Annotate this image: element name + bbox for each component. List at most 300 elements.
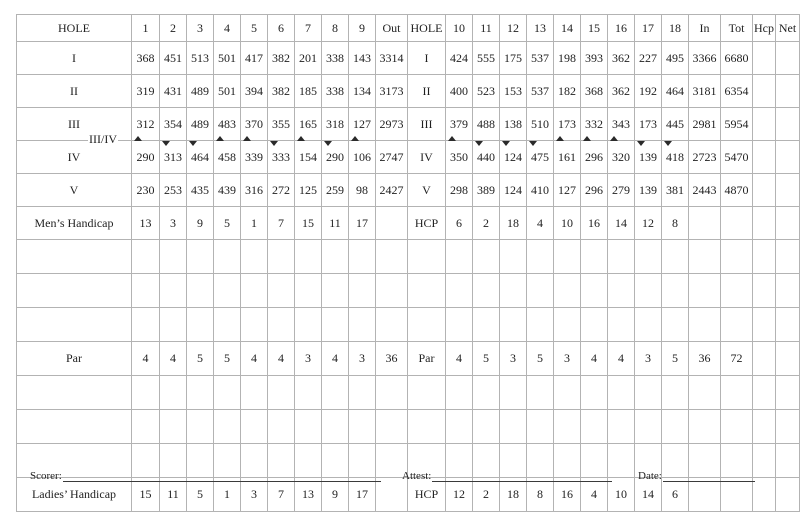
yardage-cell: 201 <box>295 42 322 75</box>
par-cell: 5 <box>527 342 554 376</box>
score-entry-cell[interactable] <box>527 240 554 274</box>
handicap-cell: 3 <box>241 478 268 512</box>
attest-field[interactable] <box>402 469 612 482</box>
par-cell: 4 <box>160 342 187 376</box>
score-entry-cell[interactable] <box>241 240 268 274</box>
handicap-cell: 2 <box>473 478 500 512</box>
net-cell[interactable] <box>776 42 800 75</box>
par-cell: 5 <box>187 342 214 376</box>
out-header: Out <box>376 15 408 42</box>
score-entry-cell[interactable] <box>776 274 800 308</box>
score-entry-cell[interactable] <box>500 308 527 342</box>
score-entry-cell[interactable] <box>608 240 635 274</box>
handicap-cell: 9 <box>322 478 349 512</box>
yardage-cell: 139 <box>635 141 662 174</box>
yardage-cell: 488 <box>473 108 500 141</box>
yardage-cell: 354 <box>160 108 187 141</box>
empty-cell <box>376 207 408 240</box>
tee-row <box>17 75 800 108</box>
score-entry-cell[interactable] <box>689 308 721 342</box>
score-entry-cell[interactable] <box>17 308 132 342</box>
hcp-cell[interactable] <box>753 141 776 174</box>
net-cell[interactable] <box>776 174 800 207</box>
score-entry-cell[interactable] <box>554 240 581 274</box>
score-entry-cell[interactable] <box>17 240 132 274</box>
yardage-cell: 154 <box>295 141 322 174</box>
score-entry-cell[interactable] <box>473 376 500 410</box>
hole-number: 18 <box>662 15 689 42</box>
scorer-label: Scorer: <box>30 470 62 482</box>
net-cell[interactable] <box>776 108 800 141</box>
out-total: 3314 <box>376 42 408 75</box>
handicap-cell: 13 <box>295 478 322 512</box>
score-entry-cell[interactable] <box>527 410 554 444</box>
date-field[interactable] <box>638 469 755 482</box>
score-entry-cell[interactable] <box>554 410 581 444</box>
hole-number: 4 <box>214 15 241 42</box>
attest-label: Attest: <box>402 470 432 482</box>
score-entry-cell[interactable] <box>160 376 187 410</box>
yardage-cell: 451 <box>160 42 187 75</box>
yardage-cell: 355 <box>268 108 295 141</box>
score-entry-cell[interactable] <box>446 410 473 444</box>
score-entry-cell[interactable] <box>581 240 608 274</box>
ladies-handicap-label: Ladies’ Handicap <box>17 478 132 512</box>
empty-cell <box>753 207 776 240</box>
score-entry-cell[interactable] <box>721 240 753 274</box>
yardage-cell: 272 <box>268 174 295 207</box>
yardage-cell: 296 <box>581 141 608 174</box>
score-entry-cell[interactable] <box>446 240 473 274</box>
tot-total: 5954 <box>721 108 753 141</box>
yardage-cell: 175 <box>500 42 527 75</box>
tee-name: V <box>17 174 132 207</box>
yardage-cell: 389 <box>473 174 500 207</box>
score-entry-cell[interactable] <box>500 240 527 274</box>
score-entry-cell[interactable] <box>17 274 132 308</box>
tot-total: 4870 <box>721 174 753 207</box>
score-entry-cell[interactable] <box>187 376 214 410</box>
score-entry-cell[interactable] <box>160 410 187 444</box>
hole-header: HOLE <box>17 15 132 42</box>
hcp-cell[interactable] <box>753 42 776 75</box>
score-entry-cell[interactable] <box>662 308 689 342</box>
score-entry-cell[interactable] <box>268 376 295 410</box>
par-in: 36 <box>689 342 721 376</box>
handicap-cell: 15 <box>132 478 160 512</box>
score-entry-cell[interactable] <box>662 240 689 274</box>
handicap-cell: 4 <box>527 207 554 240</box>
yardage-cell: 381 <box>662 174 689 207</box>
score-entry-cell[interactable] <box>500 274 527 308</box>
score-entry-cell[interactable] <box>662 410 689 444</box>
yardage-cell: 173 <box>635 108 662 141</box>
yardage-cell: 161 <box>554 141 581 174</box>
score-entry-cell[interactable] <box>295 376 322 410</box>
yardage-cell: 230 <box>132 174 160 207</box>
yardage-cell: 382 <box>268 75 295 108</box>
score-entry-cell[interactable] <box>132 410 160 444</box>
yardage-cell: 435 <box>187 174 214 207</box>
score-entry-cell[interactable] <box>473 410 500 444</box>
handicap-cell: 2 <box>473 207 500 240</box>
yardage-cell: 424 <box>446 42 473 75</box>
score-entry-cell[interactable] <box>500 410 527 444</box>
hole-number: 6 <box>268 15 295 42</box>
score-entry-cell[interactable] <box>721 410 753 444</box>
score-entry-cell[interactable] <box>187 308 214 342</box>
back-tee-name: II <box>408 75 446 108</box>
tee-row <box>17 42 800 75</box>
in-total: 2723 <box>689 141 721 174</box>
hcp-back-label: HCP <box>408 478 446 512</box>
score-entry-cell[interactable] <box>214 376 241 410</box>
yardage-cell: 475 <box>527 141 554 174</box>
hcp-back-label: HCP <box>408 207 446 240</box>
score-entry-cell[interactable] <box>214 274 241 308</box>
par-back-label: Par <box>408 342 446 376</box>
score-entry-cell[interactable] <box>635 410 662 444</box>
yardage-cell: 332 <box>581 108 608 141</box>
par-cell: 5 <box>473 342 500 376</box>
combo-tee-label: III/IV <box>89 131 117 146</box>
yardage-cell: 368 <box>132 42 160 75</box>
par-cell: 3 <box>554 342 581 376</box>
hcp-cell[interactable] <box>753 75 776 108</box>
yardage-cell: 279 <box>608 174 635 207</box>
out-total: 2973 <box>376 108 408 141</box>
score-entry-cell[interactable] <box>776 410 800 444</box>
yardage-cell: 192 <box>635 75 662 108</box>
score-entry-cell[interactable] <box>132 274 160 308</box>
score-entry-cell[interactable] <box>17 376 132 410</box>
yardage-cell: 138 <box>500 108 527 141</box>
score-entry-cell[interactable] <box>608 274 635 308</box>
hole-number: 5 <box>241 15 268 42</box>
hcp-cell[interactable] <box>753 108 776 141</box>
handicap-cell: 6 <box>446 207 473 240</box>
yardage-cell: 439 <box>214 174 241 207</box>
empty-cell <box>721 207 753 240</box>
score-entry-cell[interactable] <box>322 308 349 342</box>
handicap-cell: 18 <box>500 478 527 512</box>
score-entry-cell[interactable] <box>349 376 376 410</box>
score-entry-cell[interactable] <box>268 274 295 308</box>
yardage-cell: 185 <box>295 75 322 108</box>
score-entry-cell[interactable] <box>187 240 214 274</box>
yardage-cell: 362 <box>608 42 635 75</box>
handicap-cell: 1 <box>214 478 241 512</box>
tee-name: III <box>17 108 132 141</box>
par-cell: 4 <box>132 342 160 376</box>
yardage-cell: 464 <box>662 75 689 108</box>
score-entry-cell[interactable] <box>376 240 408 274</box>
score-entry-cell[interactable] <box>721 376 753 410</box>
yardage-cell: 510 <box>527 108 554 141</box>
yardage-cell: 393 <box>581 42 608 75</box>
yardage-cell: 410 <box>527 174 554 207</box>
hole-number: 3 <box>187 15 214 42</box>
tee-row <box>17 141 800 174</box>
score-entry-cell[interactable] <box>753 376 776 410</box>
score-entry-cell[interactable] <box>376 308 408 342</box>
handicap-cell: 1 <box>241 207 268 240</box>
hcp-header: Hcp <box>753 15 776 42</box>
score-entry-cell[interactable] <box>132 240 160 274</box>
score-entry-cell[interactable] <box>500 376 527 410</box>
yardage-cell: 350 <box>446 141 473 174</box>
in-total: 3181 <box>689 75 721 108</box>
yardage-cell: 106 <box>349 141 376 174</box>
score-entry-cell[interactable] <box>689 274 721 308</box>
hole-number: 8 <box>322 15 349 42</box>
hole-number: 12 <box>500 15 527 42</box>
score-entry-cell[interactable] <box>473 308 500 342</box>
score-entry-cell[interactable] <box>753 308 776 342</box>
score-entry-cell[interactable] <box>268 308 295 342</box>
score-entry-cell[interactable] <box>187 410 214 444</box>
score-entry-cell[interactable] <box>581 376 608 410</box>
score-entry-cell[interactable] <box>554 308 581 342</box>
player-score-row <box>17 240 800 274</box>
yardage-cell: 320 <box>608 141 635 174</box>
score-entry-cell[interactable] <box>241 274 268 308</box>
attest-line[interactable] <box>432 469 612 482</box>
yardage-cell: 440 <box>473 141 500 174</box>
out-total: 3173 <box>376 75 408 108</box>
score-entry-cell[interactable] <box>160 308 187 342</box>
score-entry-cell[interactable] <box>776 240 800 274</box>
handicap-cell: 10 <box>554 207 581 240</box>
score-entry-cell[interactable] <box>349 410 376 444</box>
score-entry-cell[interactable] <box>776 376 800 410</box>
score-entry-cell[interactable] <box>581 410 608 444</box>
score-entry-cell[interactable] <box>268 410 295 444</box>
empty-cell <box>776 342 800 376</box>
score-entry-cell[interactable] <box>473 274 500 308</box>
hole-number: 16 <box>608 15 635 42</box>
yardage-cell: 124 <box>500 174 527 207</box>
yardage-cell: 489 <box>187 75 214 108</box>
score-entry-cell[interactable] <box>17 410 132 444</box>
yardage-cell: 537 <box>527 75 554 108</box>
score-entry-cell[interactable] <box>160 240 187 274</box>
net-header: Net <box>776 15 800 42</box>
handicap-cell: 13 <box>132 207 160 240</box>
score-entry-cell[interactable] <box>408 240 446 274</box>
score-entry-cell[interactable] <box>635 376 662 410</box>
yardage-cell: 370 <box>241 108 268 141</box>
score-entry-cell[interactable] <box>581 308 608 342</box>
yardage-cell: 362 <box>608 75 635 108</box>
score-entry-cell[interactable] <box>473 240 500 274</box>
score-entry-cell[interactable] <box>721 308 753 342</box>
score-entry-cell[interactable] <box>349 240 376 274</box>
score-entry-cell[interactable] <box>776 308 800 342</box>
score-entry-cell[interactable] <box>608 410 635 444</box>
yardage-cell: 338 <box>322 75 349 108</box>
handicap-cell: 14 <box>608 207 635 240</box>
par-row <box>17 342 800 376</box>
score-entry-cell[interactable] <box>376 274 408 308</box>
score-entry-cell[interactable] <box>635 274 662 308</box>
score-entry-cell[interactable] <box>662 274 689 308</box>
yardage-cell: 173 <box>554 108 581 141</box>
par-cell: 4 <box>268 342 295 376</box>
score-entry-cell[interactable] <box>554 274 581 308</box>
score-entry-cell[interactable] <box>132 376 160 410</box>
yardage-cell: 523 <box>473 75 500 108</box>
yardage-cell: 489 <box>187 108 214 141</box>
yardage-cell: 343 <box>608 108 635 141</box>
score-entry-cell[interactable] <box>554 376 581 410</box>
yardage-cell: 368 <box>581 75 608 108</box>
hole-number: 2 <box>160 15 187 42</box>
score-entry-cell[interactable] <box>322 240 349 274</box>
score-entry-cell[interactable] <box>635 240 662 274</box>
yardage-cell: 379 <box>446 108 473 141</box>
score-entry-cell[interactable] <box>753 274 776 308</box>
yardage-cell: 165 <box>295 108 322 141</box>
score-entry-cell[interactable] <box>214 240 241 274</box>
score-entry-cell[interactable] <box>214 410 241 444</box>
back-tee-name: IV <box>408 141 446 174</box>
net-cell[interactable] <box>776 75 800 108</box>
hole-number: 9 <box>349 15 376 42</box>
handicap-cell: 12 <box>446 478 473 512</box>
hcp-cell[interactable] <box>753 174 776 207</box>
score-entry-cell[interactable] <box>349 308 376 342</box>
score-entry-cell[interactable] <box>408 376 446 410</box>
yardage-cell: 501 <box>214 42 241 75</box>
score-entry-cell[interactable] <box>753 410 776 444</box>
yardage-cell: 318 <box>322 108 349 141</box>
tee-row <box>17 174 800 207</box>
back-tee-name: III <box>408 108 446 141</box>
score-entry-cell[interactable] <box>446 376 473 410</box>
score-entry-cell[interactable] <box>608 376 635 410</box>
hole-number: 10 <box>446 15 473 42</box>
score-entry-cell[interactable] <box>527 274 554 308</box>
yardage-cell: 431 <box>160 75 187 108</box>
score-entry-cell[interactable] <box>408 308 446 342</box>
score-entry-cell[interactable] <box>376 410 408 444</box>
scorer-line[interactable] <box>63 469 381 482</box>
score-entry-cell[interactable] <box>160 274 187 308</box>
yardage-cell: 338 <box>322 42 349 75</box>
in-total: 2981 <box>689 108 721 141</box>
score-entry-cell[interactable] <box>322 274 349 308</box>
tot-total: 6354 <box>721 75 753 108</box>
score-entry-cell[interactable] <box>662 376 689 410</box>
par-cell: 5 <box>662 342 689 376</box>
handicap-cell: 8 <box>527 478 554 512</box>
yardage-cell: 333 <box>268 141 295 174</box>
yardage-cell: 124 <box>500 141 527 174</box>
score-entry-cell[interactable] <box>349 274 376 308</box>
tot-total: 5470 <box>721 141 753 174</box>
score-entry-cell[interactable] <box>376 376 408 410</box>
date-line[interactable] <box>663 469 755 482</box>
score-entry-cell[interactable] <box>527 376 554 410</box>
handicap-cell: 17 <box>349 207 376 240</box>
yardage-cell: 127 <box>554 174 581 207</box>
handicap-cell: 17 <box>349 478 376 512</box>
handicap-cell: 5 <box>187 478 214 512</box>
score-entry-cell[interactable] <box>408 410 446 444</box>
par-cell: 3 <box>500 342 527 376</box>
yardage-cell: 312 <box>132 108 160 141</box>
yardage-cell: 382 <box>268 42 295 75</box>
score-entry-cell[interactable] <box>446 308 473 342</box>
yardage-cell: 143 <box>349 42 376 75</box>
handicap-cell: 14 <box>635 478 662 512</box>
score-entry-cell[interactable] <box>187 274 214 308</box>
score-entry-cell[interactable] <box>295 410 322 444</box>
score-entry-cell[interactable] <box>241 376 268 410</box>
handicap-cell: 11 <box>322 207 349 240</box>
score-entry-cell[interactable] <box>608 308 635 342</box>
par-out: 36 <box>376 342 408 376</box>
score-entry-cell[interactable] <box>689 410 721 444</box>
net-cell[interactable] <box>776 141 800 174</box>
score-entry-cell[interactable] <box>241 308 268 342</box>
handicap-cell: 16 <box>581 207 608 240</box>
score-entry-cell[interactable] <box>721 274 753 308</box>
score-entry-cell[interactable] <box>408 274 446 308</box>
handicap-cell: 9 <box>187 207 214 240</box>
score-entry-cell[interactable] <box>753 240 776 274</box>
score-entry-cell[interactable] <box>581 274 608 308</box>
score-entry-cell[interactable] <box>527 308 554 342</box>
player-score-row <box>17 308 800 342</box>
out-total: 2427 <box>376 174 408 207</box>
score-entry-cell[interactable] <box>268 240 295 274</box>
scorer-field[interactable] <box>30 469 381 482</box>
par-tot: 72 <box>721 342 753 376</box>
score-entry-cell[interactable] <box>241 410 268 444</box>
yardage-cell: 445 <box>662 108 689 141</box>
yardage-cell: 495 <box>662 42 689 75</box>
yardage-cell: 339 <box>241 141 268 174</box>
yardage-cell: 319 <box>132 75 160 108</box>
par-label: Par <box>17 342 132 376</box>
score-entry-cell[interactable] <box>295 274 322 308</box>
handicap-cell: 16 <box>554 478 581 512</box>
yardage-cell: 555 <box>473 42 500 75</box>
empty-cell <box>776 207 800 240</box>
par-cell: 3 <box>635 342 662 376</box>
score-entry-cell[interactable] <box>132 308 160 342</box>
player-score-row <box>17 410 800 444</box>
par-cell: 4 <box>241 342 268 376</box>
yardage-cell: 198 <box>554 42 581 75</box>
score-entry-cell[interactable] <box>295 240 322 274</box>
score-entry-cell[interactable] <box>295 308 322 342</box>
yardage-cell: 139 <box>635 174 662 207</box>
score-entry-cell[interactable] <box>689 376 721 410</box>
score-entry-cell[interactable] <box>322 376 349 410</box>
player-score-row <box>17 274 800 308</box>
hole-number: 13 <box>527 15 554 42</box>
score-entry-cell[interactable] <box>689 240 721 274</box>
score-entry-cell[interactable] <box>214 308 241 342</box>
score-entry-cell[interactable] <box>322 410 349 444</box>
handicap-cell: 18 <box>500 207 527 240</box>
score-entry-cell[interactable] <box>446 274 473 308</box>
score-entry-cell[interactable] <box>635 308 662 342</box>
handicap-cell: 12 <box>635 207 662 240</box>
